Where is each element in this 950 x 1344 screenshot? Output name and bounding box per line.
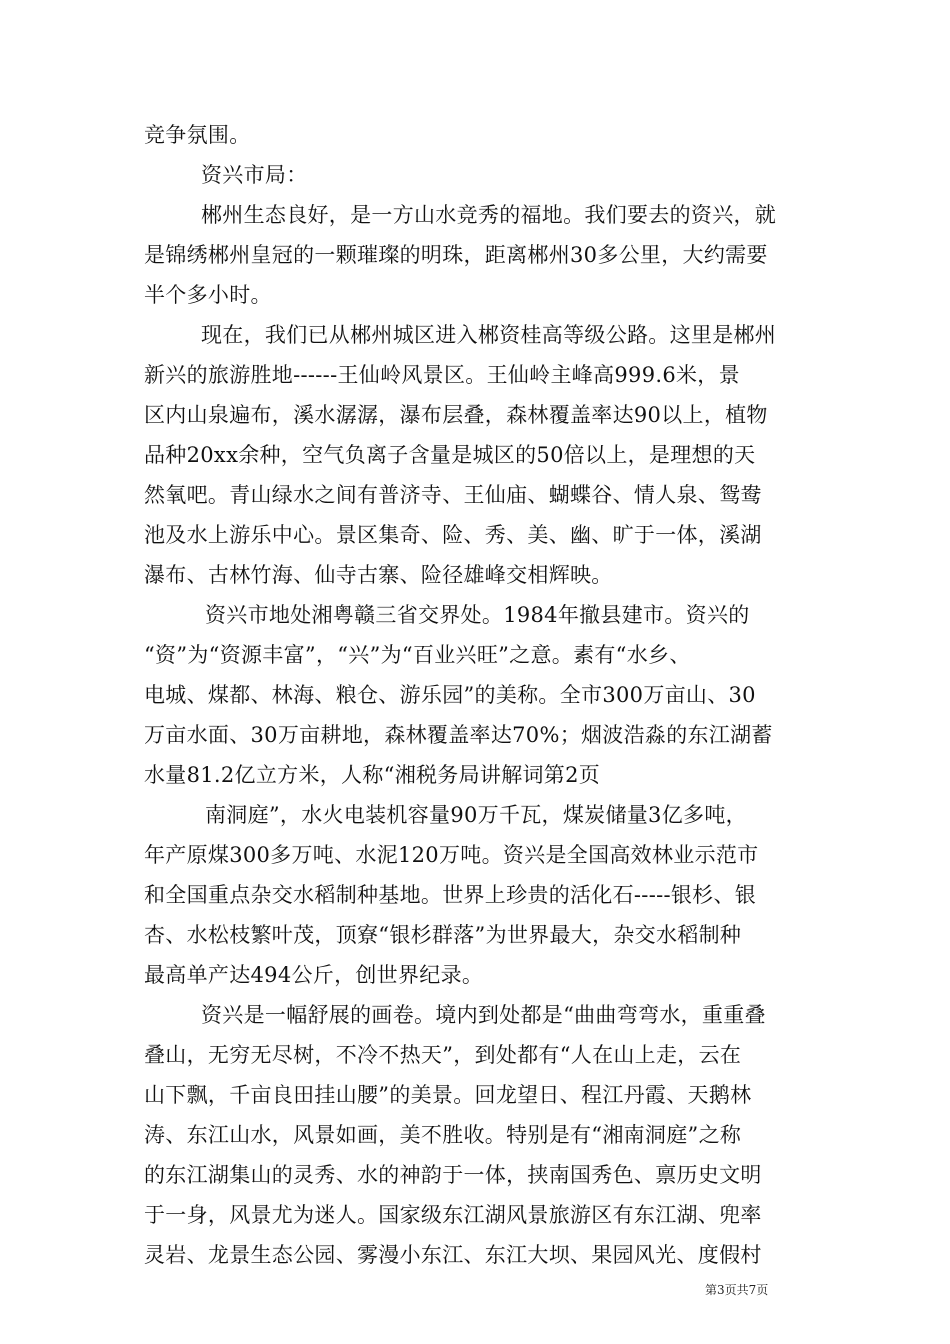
text-line: 竞争氛围。: [144, 123, 251, 147]
text-line: 池及水上游乐中心。景区集奇、险、秀、美、幽、旷于一体，溪湖: [144, 523, 762, 547]
text-line: 然氧吧。青山绿水之间有普济寺、王仙庙、蝴蝶谷、情人泉、鸳鸯: [144, 483, 762, 507]
text-line: 是锦绣郴州皇冠的一颗璀璨的明珠，距离郴州30多公里，大约需要: [144, 243, 768, 267]
text-line: 品种20xx余种，空气负离子含量是城区的50倍以上，是理想的天: [144, 443, 756, 467]
text-line: 万亩水面、30万亩耕地，森林覆盖率达70%；烟波浩淼的东江湖蓄: [144, 723, 773, 747]
text-line: 山下飘，千亩良田挂山腰”的美景。回龙望日、程江丹霞、天鹅林: [144, 1083, 752, 1107]
text-line: 资兴是一幅舒展的画卷。境内到处都是“曲曲弯弯水，重重叠: [201, 1003, 766, 1027]
text-line: 灵岩、龙景生态公园、雾漫小东江、东江大坝、果园风光、度假村: [144, 1243, 762, 1267]
text-line: 年产原煤300多万吨、水泥120万吨。资兴是全国高效林业示范市: [144, 843, 759, 867]
text-line: 最高单产达494公斤，创世界纪录。: [144, 963, 484, 987]
text-line: 资兴市地处湘粤赣三省交界处。1984年撤县建市。资兴的: [205, 603, 750, 627]
text-line: 水量81.2亿立方米，人称“湘税务局讲解词第2页: [144, 763, 601, 787]
text-line: “资”为“资源丰富”，“兴”为“百业兴旺”之意。素有“水乡、: [144, 643, 691, 667]
text-line: 涛、东江山水，风景如画，美不胜收。特别是有“湘南洞庭”之称: [144, 1123, 742, 1147]
text-line: 南洞庭”，水火电装机容量90万千瓦，煤炭储量3亿多吨，: [205, 803, 747, 827]
text-line: 资兴市局：: [201, 163, 308, 187]
text-line: 区内山泉遍布，溪水潺潺，瀑布层叠，森林覆盖率达90以上，植物: [144, 403, 768, 427]
text-line: 杏、水松枝繁叶茂，顶寮“银杉群落”为世界最大，杂交水稻制种: [144, 923, 742, 947]
text-line: 瀑布、古林竹海、仙寺古寨、险径雄峰交相辉映。: [144, 563, 613, 587]
text-line: 叠山，无穷无尽树，不冷不热天”，到处都有“人在山上走，云在: [144, 1043, 742, 1067]
text-line: 半个多小时。: [144, 283, 272, 307]
page-number: 第3页共7页: [705, 1283, 769, 1297]
text-line: 新兴的旅游胜地------王仙岭风景区。王仙岭主峰高999.6米，景: [144, 363, 740, 387]
text-line: 于一身，风景尤为迷人。国家级东江湖风景旅游区有东江湖、兜率: [144, 1203, 762, 1227]
text-line: 郴州生态良好，是一方山水竞秀的福地。我们要去的资兴，就: [201, 203, 777, 227]
text-line: 电城、煤都、林海、粮仓、游乐园”的美称。全市300万亩山、30: [144, 683, 756, 707]
text-line: 的东江湖集山的灵秀、水的神韵于一体，挟南国秀色、禀历史文明: [144, 1163, 762, 1187]
text-line: 和全国重点杂交水稻制种基地。世界上珍贵的活化石-----银杉、银: [144, 883, 757, 907]
text-line: 现在，我们已从郴州城区进入郴资桂高等级公路。这里是郴州: [201, 323, 777, 347]
